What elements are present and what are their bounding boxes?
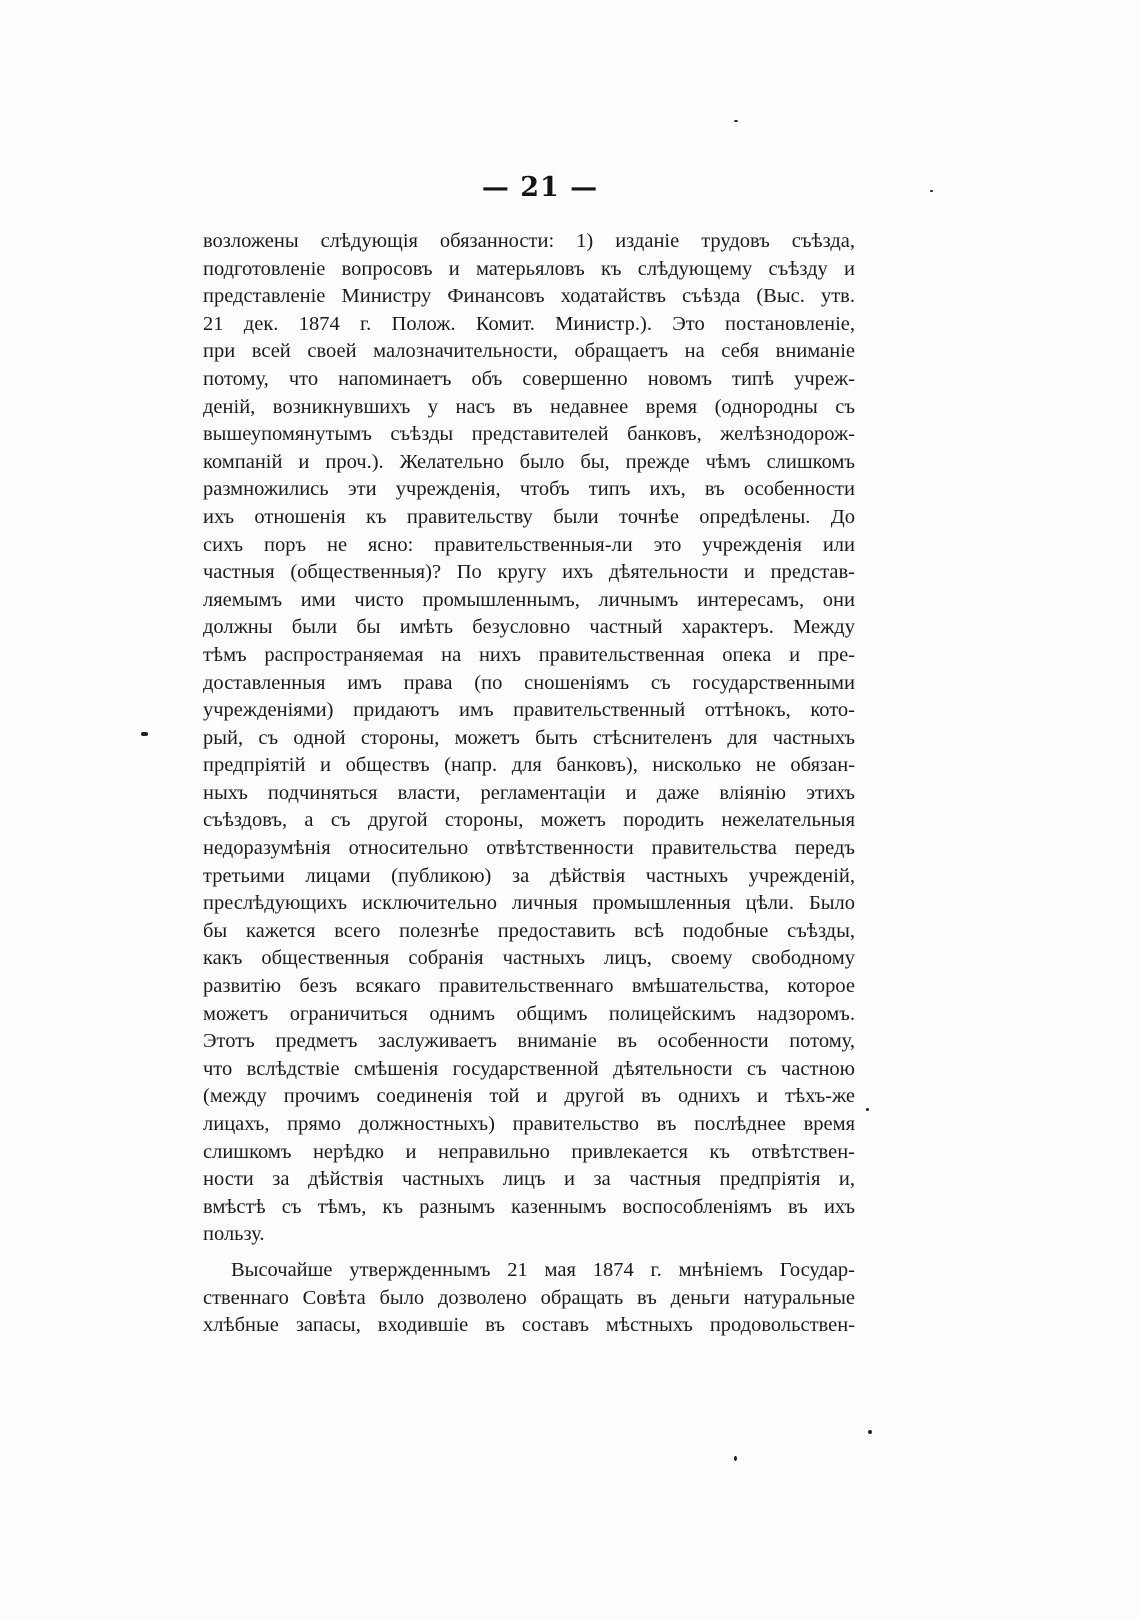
scan-speck — [734, 1456, 737, 1461]
text-line: недоразумѣнія относительно отвѣтственности правительства передъ — [203, 837, 855, 860]
text-line: потому, что напоминаетъ объ совершенно новомъ типѣ учреж- — [203, 367, 855, 390]
scan-speck — [866, 1108, 869, 1111]
margin-dash-mark — [141, 732, 148, 736]
text-line: частныя (общественныя)? По кругу ихъ дѣятельности и представ- — [203, 561, 855, 584]
text-line: ныхъ подчиняться власти, регламентаціи и даже вліянію этихъ — [203, 781, 855, 804]
text-line: тѣмъ распространяемая на нихъ правительственная опека и пре- — [203, 643, 855, 666]
text-line: сихъ поръ не ясно: правительственныя-ли это учрежденія или — [203, 533, 855, 556]
text-line: 21 дек. 1874 г. Полож. Комит. Министр.). Это постановленіе, — [203, 312, 855, 335]
scan-speck — [734, 120, 738, 122]
text-line: Высочайше утвержденнымъ 21 мая 1874 г. мнѣніемъ Государ- — [231, 1258, 855, 1281]
paragraph-2 — [203, 1257, 855, 1340]
scan-speck — [868, 1430, 872, 1434]
text-line: деній, возникнувшихъ у насъ въ недавнее время (однородны съ — [203, 395, 855, 418]
text-line: доставленныя имъ права (по сношеніямъ съ государственными — [203, 671, 855, 694]
text-line: (между прочимъ соединенія той и другой въ однихъ и тѣхъ-же — [203, 1085, 855, 1108]
paragraph-gap — [203, 1249, 855, 1257]
text-line: рый, съ одной стороны, можетъ быть стѣснителенъ для частныхъ — [203, 726, 855, 749]
text-line: развитію безъ всякаго правительственнаго вмѣшательства, которое — [203, 975, 855, 998]
text-line: можетъ ограничиться однимъ общимъ полицейскимъ надзоромъ. — [203, 1002, 855, 1025]
text-line: при всей своей малозначительности, обращаетъ на себя вниманіе — [203, 340, 855, 363]
text-line: предпріятій и обществъ (напр. для банковъ), нисколько не обязан- — [203, 754, 855, 777]
text-line: третьими лицами (публикою) за дѣйствія частныхъ учрежденій, — [203, 864, 855, 887]
text-line: Этотъ предметъ заслуживаетъ вниманіе въ особенности потому, — [203, 1030, 855, 1053]
text-line: ственнаго Совѣта было дозволено обращать въ деньги натуральные — [203, 1286, 855, 1309]
text-line: какъ общественныя собранія частныхъ лицъ, своему свободному — [203, 947, 855, 970]
text-line: лицахъ, прямо должностныхъ) правительство въ послѣднее время — [203, 1113, 855, 1135]
text-line: преслѣдующихъ исключительно личныя промышленныя цѣли. Было — [203, 892, 855, 915]
text-line: ности за дѣйствія частныхъ лицъ и за частныя предпріятія и, — [203, 1168, 855, 1191]
text-line: слишкомъ нерѣдко и неправильно привлекается къ отвѣтствен- — [203, 1140, 855, 1163]
paragraph-1 — [203, 228, 855, 1249]
text-line: компаній и проч.). Желательно было бы, прежде чѣмъ слишкомъ — [203, 450, 855, 473]
scan-speck — [930, 190, 933, 192]
page-number: — 21 — — [481, 172, 599, 203]
text-line: пользу. — [203, 1223, 265, 1246]
text-line: хлѣбные запасы, входившіе въ составъ мѣстныхъ продовольствен- — [203, 1314, 855, 1337]
text-line: ляемымъ ими чисто промышленнымъ, личнымъ интересамъ, они — [203, 588, 855, 611]
text-line: ихъ отношенія къ правительству были точнѣе опредѣлены. До — [203, 505, 855, 528]
text-line: что вслѣдствіе смѣшенія государственной дѣятельности съ частною — [203, 1057, 855, 1080]
text-line: должны были бы имѣть безусловно частный характеръ. Между — [203, 616, 855, 639]
text-line: учрежденіями) придаютъ имъ правительственный оттѣнокъ, кото- — [203, 699, 855, 722]
text-line: представленіе Министру Финансовъ ходатайствъ съѣзда (Выс. утв. — [203, 285, 855, 308]
text-line: возложены слѣдующія обязанности: 1) изданіе трудовъ съѣзда, — [203, 230, 855, 252]
text-line: подготовленіе вопросовъ и матерьяловъ къ слѣдующему съѣзду и — [203, 257, 855, 280]
text-line: вмѣстѣ съ тѣмъ, къ разнымъ казеннымъ воспособленіямъ въ ихъ — [203, 1195, 855, 1218]
text-line: вышеупомянутымъ съѣзды представителей банковъ, желѣзнодорож- — [203, 423, 855, 446]
text-line: бы кажется всего полезнѣе предоставить всѣ подобные съѣзды, — [203, 919, 855, 942]
text-line: съѣздовъ, а съ другой стороны, можетъ породить нежелательныя — [203, 809, 855, 832]
text-line: размножились эти учрежденія, чтобъ типъ ихъ, въ особенности — [203, 478, 855, 501]
body-text — [203, 228, 855, 1340]
